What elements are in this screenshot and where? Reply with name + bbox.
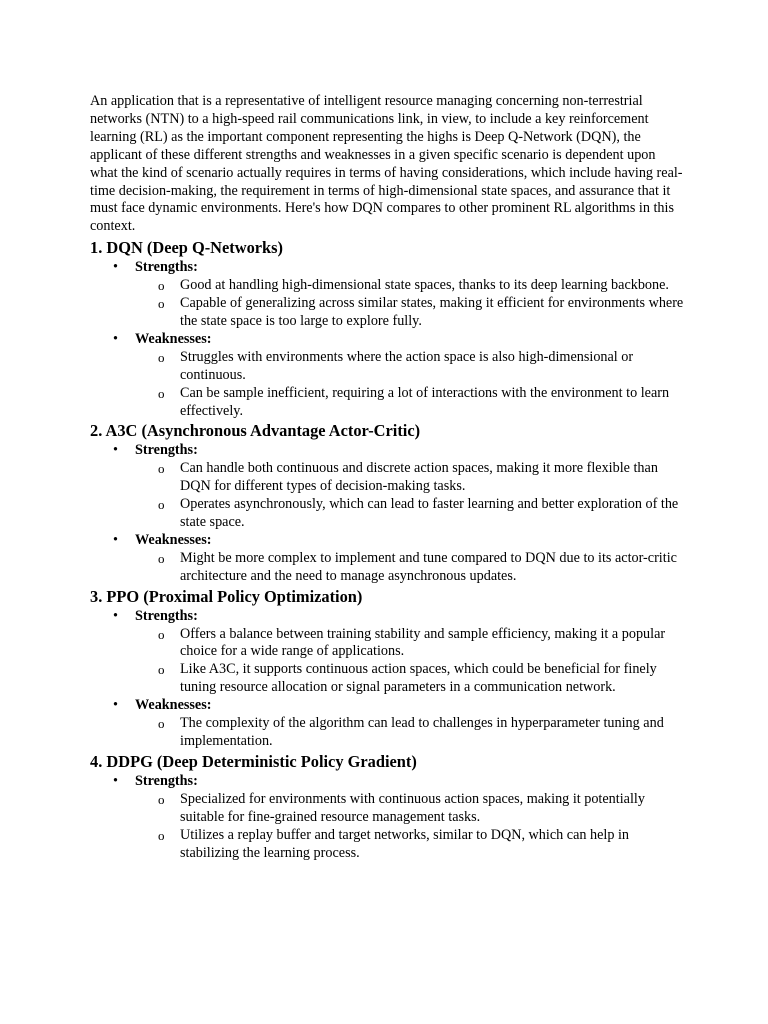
section-heading: 2. A3C (Asynchronous Advantage Actor-Critic)	[90, 421, 421, 441]
list-item-text: Offers a balance between training stability and sample efficiency, making it a popular choice for a wide range of applications.	[180, 625, 666, 660]
list-item	[135, 715, 685, 751]
section-heading: 3. PPO (Proximal Policy Optimization)	[90, 586, 363, 606]
list-item	[135, 295, 685, 331]
list-item-text: Can handle both continuous and discrete action spaces, making it more flexible than DQN for different types of decision-making tasks.	[180, 460, 658, 495]
group-label: Weaknesses:	[135, 330, 212, 347]
list-item	[135, 791, 685, 827]
section-heading: 1. DQN (Deep Q-Networks)	[90, 238, 284, 258]
list-item-text: Struggles with environments where the action space is also high-dimensional or continuous.	[180, 348, 634, 383]
circle-bullet-icon: o	[158, 278, 165, 294]
list-group	[90, 442, 685, 532]
bullet-icon: •	[113, 772, 118, 789]
list-item	[135, 385, 685, 421]
item-list	[135, 460, 685, 532]
group-label: Strengths:	[135, 607, 198, 624]
list-item	[135, 460, 685, 496]
group-label: Weaknesses:	[135, 531, 212, 548]
list-item-text: The complexity of the algorithm can lead to challenges in hyperparameter tuning and implementation.	[180, 715, 664, 749]
item-list	[135, 277, 685, 331]
item-list	[135, 626, 685, 698]
list-item-text: Operates asynchronously, which can lead to faster learning and better exploration of the state space.	[180, 496, 679, 531]
circle-bullet-icon: o	[158, 296, 165, 312]
list-item	[135, 277, 685, 295]
list-group	[90, 697, 685, 751]
list-item-text: Can be sample inefficient, requiring a lot of interactions with the environment to learn effectively.	[180, 384, 670, 419]
list-group	[90, 532, 685, 586]
circle-bullet-icon: o	[158, 461, 165, 477]
list-item-text: Good at handling high-dimensional state spaces, thanks to its deep learning backbone.	[180, 277, 669, 294]
list-item-text: Might be more complex to implement and tune compared to DQN due to its actor-critic architecture and the need to manage asynchronous updates.	[180, 549, 677, 584]
circle-bullet-icon: o	[158, 716, 165, 732]
list-group	[90, 331, 685, 421]
document-page	[90, 93, 685, 863]
circle-bullet-icon: o	[158, 349, 165, 365]
circle-bullet-icon: o	[158, 385, 165, 401]
bullet-icon: •	[113, 330, 118, 347]
list-item-text: Capable of generalizing across similar states, making it efficient for environments where the state space is too large to explore fully.	[180, 295, 684, 329]
circle-bullet-icon: o	[158, 497, 165, 513]
group-label: Weaknesses:	[135, 697, 212, 714]
list-group	[90, 259, 685, 331]
group-label: Strengths:	[135, 442, 198, 459]
item-list	[135, 349, 685, 421]
item-list	[135, 791, 685, 863]
circle-bullet-icon: o	[158, 550, 165, 566]
list-item	[135, 661, 685, 697]
bullet-icon: •	[113, 259, 118, 276]
bullet-icon: •	[113, 531, 118, 548]
item-list	[135, 715, 685, 751]
circle-bullet-icon: o	[158, 791, 165, 807]
section-heading: 4. DDPG (Deep Deterministic Policy Gradient)	[90, 751, 417, 771]
circle-bullet-icon: o	[158, 662, 165, 678]
item-list	[135, 550, 685, 586]
section-list	[90, 608, 685, 751]
list-item	[135, 827, 685, 863]
section-list	[90, 442, 685, 585]
intro-paragraph: An application that is a representative of intelligent resource managing concerning non-terrestrial networks (NTN) to a high-speed rail communications link, in view, to include a key reinforcement learning (RL) as the important component representing the highs is Deep Q-Network (DQN), the applicant of these different strengths and weaknesses in a given specific scenario is dependent upon what the kind of scenario actually requires in terms of having considerations, which include having real-time decision-making, the requirement in terms of high-dimensional state spaces, and assurance that it must face dynamic environments. Here's how DQN compares to other prominent RL algorithms in this context.	[90, 93, 683, 235]
bullet-icon: •	[113, 442, 118, 459]
section-list	[90, 259, 685, 420]
list-group	[90, 608, 685, 698]
list-item-text: Utilizes a replay buffer and target networks, similar to DQN, which can help in stabilizing the learning process.	[180, 826, 630, 861]
list-item-text: Specialized for environments with continuous action spaces, making it potentially suitable for fine-grained resource management tasks.	[180, 790, 645, 825]
list-group	[90, 773, 685, 863]
group-label: Strengths:	[135, 259, 198, 276]
list-item	[135, 550, 685, 586]
bullet-icon: •	[113, 607, 118, 624]
list-item	[135, 349, 685, 385]
circle-bullet-icon: o	[158, 827, 165, 843]
bullet-icon: •	[113, 697, 118, 714]
list-item-text: Like A3C, it supports continuous action spaces, which could be beneficial for finely tuning resource allocation or signal parameters in a communication network.	[180, 661, 657, 696]
circle-bullet-icon: o	[158, 626, 165, 642]
list-item	[135, 496, 685, 532]
section-list	[90, 773, 685, 863]
sections-container	[90, 238, 685, 862]
list-item	[135, 626, 685, 662]
group-label: Strengths:	[135, 772, 198, 789]
